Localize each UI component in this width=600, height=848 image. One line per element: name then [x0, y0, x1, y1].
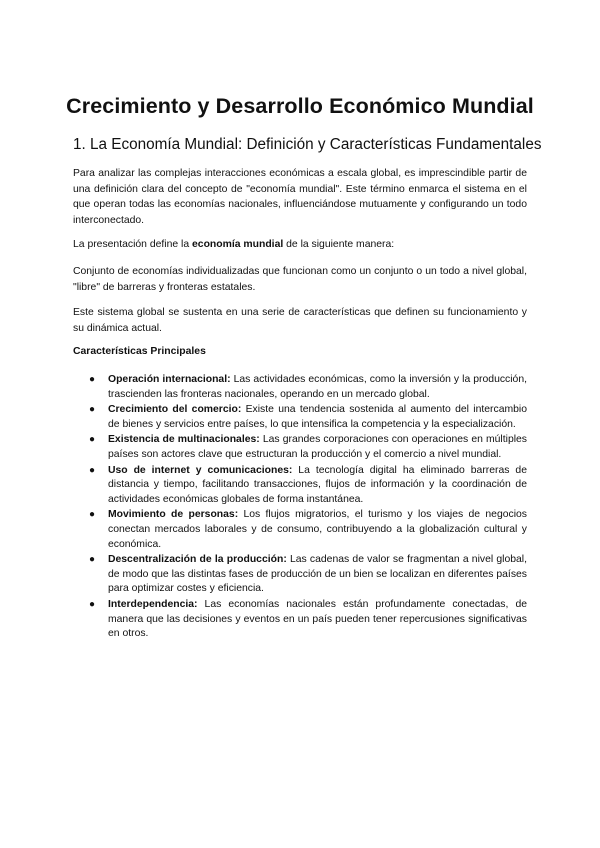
item-term: Crecimiento del comercio: — [108, 404, 242, 416]
list-item — [73, 403, 527, 432]
characteristics-list — [73, 373, 527, 643]
definition-lead-paragraph — [73, 237, 527, 253]
item-term: Existencia de multinacionales: — [108, 434, 260, 446]
item-text: Las economías nacionales están profundamente conectadas, de manera que las decisiones y eventos en un país pueden tener repercusiones significativas en otros. — [108, 598, 527, 640]
support-paragraph: Este sistema global se sustenta en una serie de características que definen su funcionamiento y su dinámica actual. — [73, 307, 527, 334]
list-item — [73, 508, 527, 552]
item-term: Operación internacional: — [108, 374, 231, 385]
definition-lead-after: de la siguiente manera: — [283, 239, 395, 250]
item-text: La tecnología digital ha eliminado barreras de distancia y tiempo, facilitando transacciones, flujos de información y la coordinación de actividades económicas globales de forma instantánea. — [108, 464, 527, 505]
item-text: Las grandes corporaciones con operaciones en múltiples países son actores clave que estructuran la producción y el comercio a nivel mundial. — [108, 434, 528, 460]
definition-lead-term: economía mundial — [192, 239, 284, 250]
bullet-icon: ● — [89, 404, 96, 416]
bullet-icon: ● — [89, 374, 96, 385]
item-text: Existe una tendencia sostenida al aumento del intercambio de bienes y servicios entre países, lo que intensifica la competencia y la especialización. — [108, 404, 527, 430]
bullet-icon: ● — [89, 464, 96, 476]
list-item — [73, 553, 527, 597]
item-term: Uso de internet y comunicaciones: — [108, 464, 293, 476]
document-title: Crecimiento y Desarrollo Económico Mundial — [66, 94, 534, 118]
item-text: Los flujos migratorios, el turismo y los viajes de negocios conectan mercados laborales y de consumo, contribuyendo a la globalización cultural y económica. — [108, 509, 527, 550]
bullet-icon: ● — [89, 509, 96, 521]
section-heading: 1. La Economía Mundial: Definición y Características Fundamentales — [73, 136, 542, 153]
bullet-icon: ● — [89, 434, 96, 446]
bullet-icon: ● — [89, 554, 96, 566]
definition-paragraph: Conjunto de economías individualizadas que funcionan como un conjunto o un todo a nivel global, "libre" de barreras y fronteras estatales. — [73, 266, 527, 293]
list-item — [73, 433, 527, 462]
definition-lead-before: La presentación define la — [73, 239, 193, 250]
list-item — [73, 598, 527, 642]
item-term: Movimiento de personas: — [108, 509, 239, 521]
item-term: Interdependencia: — [108, 598, 198, 610]
list-item — [73, 464, 527, 508]
list-item — [73, 373, 527, 402]
item-text: Las actividades económicas, como la inversión y la producción, trascienden las fronteras nacionales, operando en un mercado global. — [108, 374, 527, 400]
bullet-icon: ● — [89, 598, 96, 610]
subheading-characteristics: Características Principales — [73, 346, 206, 357]
item-term: Descentralización de la producción: — [108, 554, 287, 566]
item-text: Las cadenas de valor se fragmentan a nivel global, de modo que las distintas fases de producción de un bien se localizan en diferentes países para optimizar costes y eficiencia. — [108, 554, 527, 595]
intro-paragraph: Para analizar las complejas interacciones económicas a escala global, es imprescindible partir de una definición clara del concepto de "economía mundial". Este término enmarca el sistema en el que operan todas las economías nacionales, influenciándose mutuamente y configurando un todo interconectado. — [73, 168, 527, 226]
